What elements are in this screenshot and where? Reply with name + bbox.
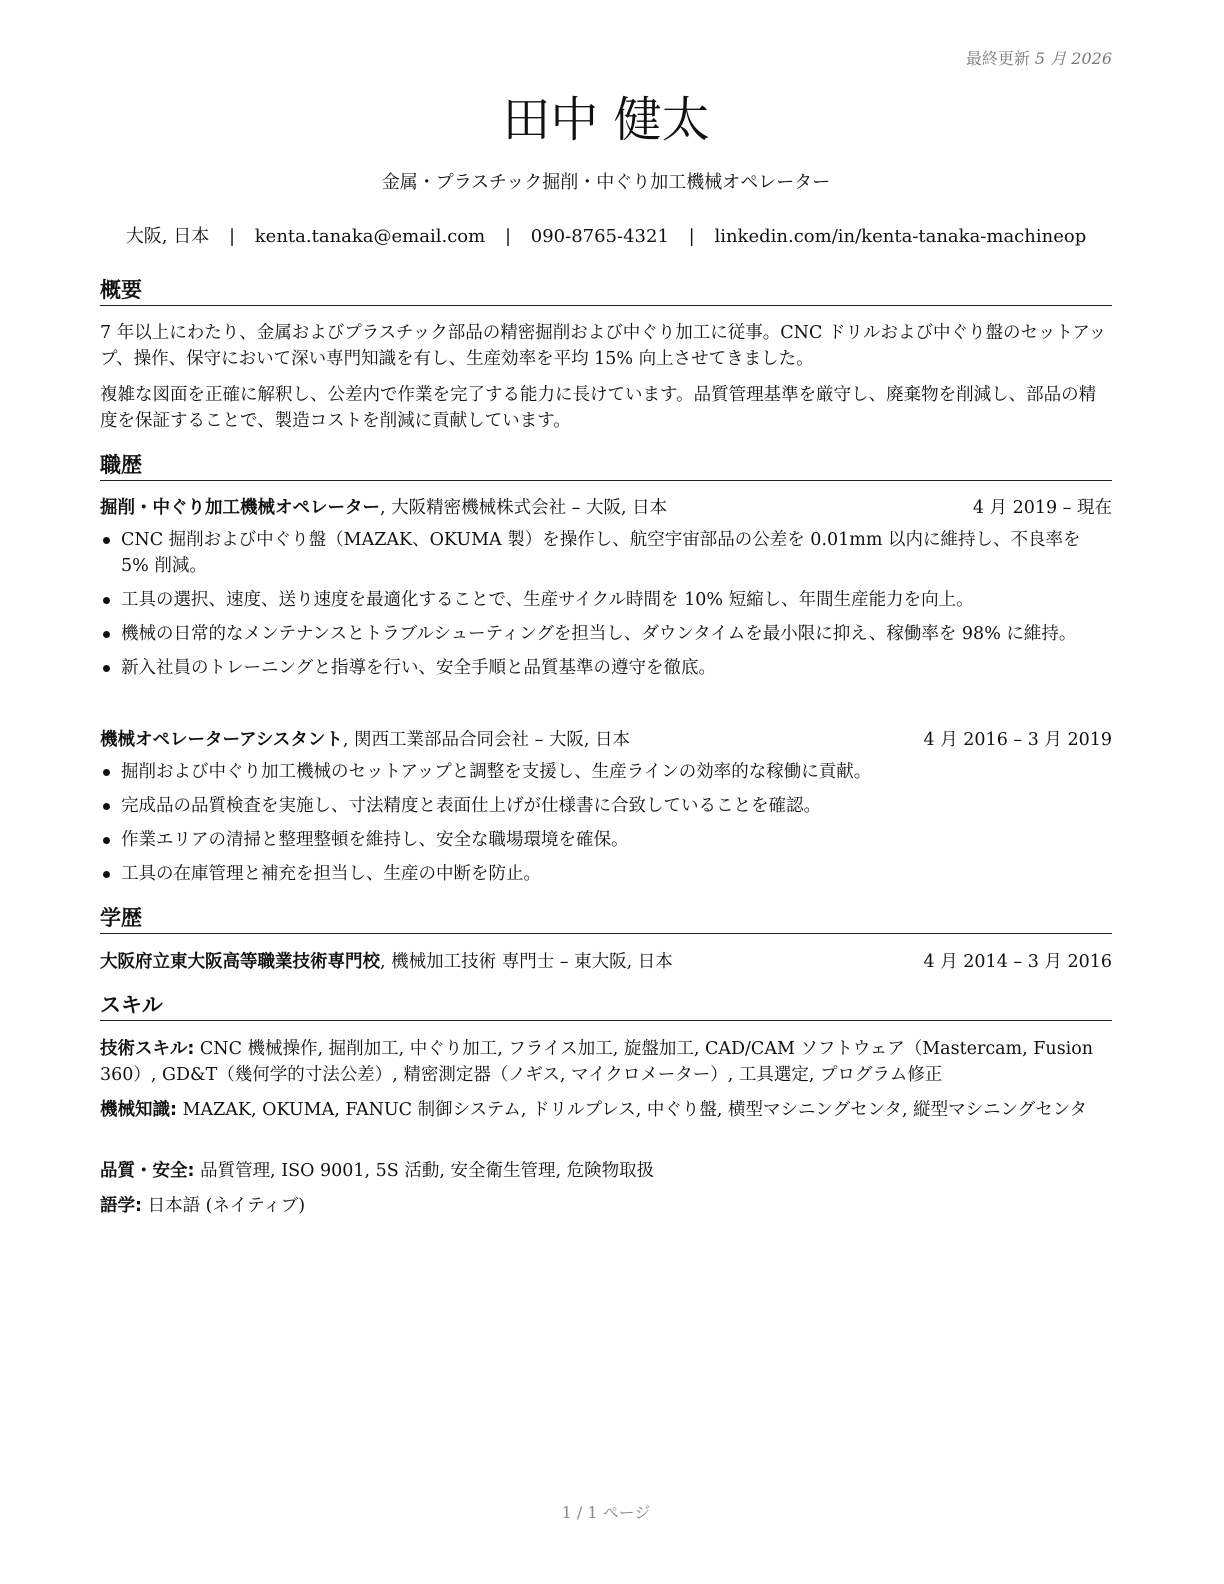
last-updated-label: 最終更新 xyxy=(965,49,1030,68)
list-item: 工具の在庫管理と補充を担当し、生産の中断を防止。 xyxy=(100,861,1112,887)
list-item: 新入社員のトレーニングと指導を行い、安全手順と品質基準の遵守を徹底。 xyxy=(100,655,1112,681)
job-header xyxy=(100,727,1112,753)
skill-text: MAZAK, OKUMA, FANUC 制御システム, ドリルプレス, 中ぐり盤, 横型マシニングセンタ, 縦型マシニングセンタ xyxy=(177,1100,1088,1120)
list-item: 工具の選択、速度、送り速度を最適化することで、生産サイクル時間を 10% 短縮し、年間生産能力を向上。 xyxy=(100,587,1112,613)
skill-row xyxy=(100,1193,1112,1219)
list-item: 機械の日常的なメンテナンスとトラブルシューティングを担当し、ダウンタイムを最小限に抑え、稼働率を 98% に維持。 xyxy=(100,621,1112,647)
contact-linkedin[interactable]: linkedin.com/in/kenta-tanaka-machineop xyxy=(714,226,1087,247)
page-number: 1 / 1 ページ xyxy=(561,1503,651,1522)
last-updated-date: 5 月 2026 xyxy=(1034,49,1112,68)
summary-paragraph: 7 年以上にわたり、金属およびプラスチック部品の精密掘削および中ぐり加工に従事。CNC ドリルおよび中ぐり盤のセットアップ、操作、保守において深い専門知識を有し、生産効率を平均 15% 向上させてきました。 xyxy=(100,323,1107,369)
job-company: , 関西工業部品合同会社 – 大阪, 日本 xyxy=(342,730,631,750)
contact-separator: | xyxy=(688,226,695,247)
contact-phone: 090-8765-4321 xyxy=(530,226,669,247)
skill-label: 語学: xyxy=(100,1196,142,1216)
contact-line xyxy=(100,224,1112,250)
list-item: CNC 掘削および中ぐり盤（MAZAK、OKUMA 製）を操作し、航空宇宙部品の公差を 0.01mm 以内に維持し、不良率を 5% 削減。 xyxy=(100,527,1112,579)
section-title-summary: 概要 xyxy=(100,276,1112,306)
contact-separator: | xyxy=(504,226,512,247)
section-title-experience: 職歴 xyxy=(100,451,1112,481)
skill-label: 機械知識: xyxy=(100,1100,177,1120)
job-bullets xyxy=(100,759,1112,895)
skill-text: 品質管理, ISO 9001, 5S 活動, 安全衛生管理, 危険物取扱 xyxy=(194,1161,655,1181)
job-dates: 4 月 2016 – 3 月 2019 xyxy=(923,730,1112,750)
candidate-name: 田中 健太 xyxy=(502,92,710,148)
summary-paragraph: 複雑な図面を正確に解釈し、公差内で作業を完了する能力に長けています。品質管理基準を厳守し、廃棄物を削減し、部品の精度を保証することで、製造コストを削減に貢献しています。 xyxy=(100,385,1097,431)
skill-text: CNC 機械操作, 掘削加工, 中ぐり加工, フライス加工, 旋盤加工, CAD/CAM ソフトウェア（Mastercam, Fusion 360）, GD&T（幾何学的寸法公差）, 精密測定器（ノギス, マイクロメーター）, 工具選定, プログラム修正 xyxy=(100,1039,1094,1085)
contact-separator: | xyxy=(228,226,236,247)
job-role: 機械オペレーターアシスタント xyxy=(100,730,343,750)
contact-email[interactable]: kenta.tanaka@email.com xyxy=(254,226,486,247)
education-entry xyxy=(100,949,1112,975)
last-updated xyxy=(966,46,1112,69)
job-dates: 4 月 2019 – 現在 xyxy=(972,498,1112,518)
section-title-skills: スキル xyxy=(100,991,1112,1021)
job-company: , 大阪精密機械株式会社 – 大阪, 日本 xyxy=(380,498,668,518)
list-item: 作業エリアの清掃と整理整頓を維持し、安全な職場環境を確保。 xyxy=(100,827,1112,853)
skill-row xyxy=(100,1158,1112,1184)
skill-text: 日本語 (ネイティブ) xyxy=(142,1196,306,1216)
degree-detail: , 機械加工技術 専門士 – 東大阪, 日本 xyxy=(380,952,673,972)
list-item: 完成品の品質検査を実施し、寸法精度と表面仕上げが仕様書に合致していることを確認。 xyxy=(100,793,1112,819)
skill-label: 技術スキル: xyxy=(100,1039,195,1059)
school-name: 大阪府立東大阪高等職業技術専門校 xyxy=(100,952,380,972)
skill-label: 品質・安全: xyxy=(100,1161,195,1181)
education-dates: 4 月 2014 – 3 月 2016 xyxy=(923,952,1112,972)
job-bullets xyxy=(100,527,1112,689)
skill-row xyxy=(100,1097,1112,1123)
contact-location: 大阪, 日本 xyxy=(125,226,210,247)
list-item: 掘削および中ぐり加工機械のセットアップと調整を支援し、生産ラインの効率的な稼働に貢献。 xyxy=(100,759,1112,785)
job-title: 金属・プラスチック掘削・中ぐり加工機械オペレーター xyxy=(381,172,831,193)
section-title-education: 学歴 xyxy=(100,904,1112,934)
job-header xyxy=(100,495,1112,521)
skill-row xyxy=(100,1036,1112,1088)
job-role: 掘削・中ぐり加工機械オペレーター xyxy=(100,498,380,518)
